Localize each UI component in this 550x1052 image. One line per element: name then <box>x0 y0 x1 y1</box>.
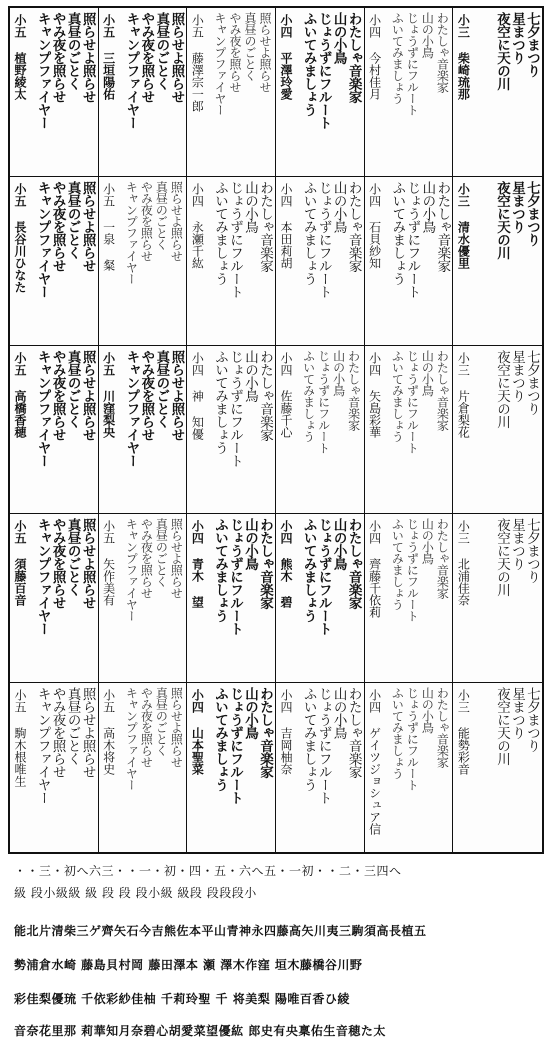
author-name: 小五 長谷川ひなた <box>13 182 27 293</box>
poem-line: 照らせよ照らせ <box>79 12 96 103</box>
poem-line: キャンプファイヤー <box>34 518 51 636</box>
poem-line: 真昼のごとく <box>64 180 81 259</box>
poem-line: 夜空に天の川 <box>493 180 510 259</box>
poem-line: 山の小鳥 <box>420 349 435 396</box>
author-name: 小三 柴崎琉那 <box>456 14 471 100</box>
poem-line: わたしゃ音楽家 <box>346 349 361 431</box>
calligraphy-cell <box>276 177 365 346</box>
poem-line: キャンプファイヤー <box>34 180 51 298</box>
author-name: 小五 藤澤宗一郎 <box>190 14 205 112</box>
calligraphy-cell <box>10 8 99 177</box>
poem-line: 七夕まつり <box>523 349 540 415</box>
poem-line: やみ夜を照らせ <box>49 349 66 441</box>
author-name: 小五 高木将史 <box>101 689 116 776</box>
calligraphy-cell <box>99 683 188 852</box>
author-name: 小四 永瀬千紘 <box>190 182 205 269</box>
poem-line: ふいてみましょう <box>300 518 317 623</box>
poem-line: 山の小鳥 <box>330 12 347 64</box>
poem-line: 夜空に天の川 <box>493 687 510 766</box>
poem-line: 星まつり <box>508 12 525 64</box>
poem-line: じょうずにフルート <box>404 180 421 298</box>
author-name: 小五 川窪梨央 <box>101 351 116 438</box>
poem-line: 照らせよ照らせ <box>79 349 96 441</box>
poem-line: わたしゃ音楽家 <box>256 349 273 441</box>
author-name: 小三 能勢彩音 <box>456 689 471 776</box>
calligraphy-cell <box>453 8 542 177</box>
poem-line: わたしゃ音楽家 <box>435 12 450 93</box>
poem-line: 真昼のごとく <box>64 687 81 766</box>
poem-line: 真昼のごとく <box>242 12 257 81</box>
author-name: 小四 今村佳月 <box>367 14 382 100</box>
poem-line: 山の小鳥 <box>241 687 258 740</box>
poem-line: やみ夜を照らせ <box>49 518 66 610</box>
poem-line: じょうずにフルート <box>405 518 420 622</box>
poem-line: やみ夜を照らせ <box>139 180 154 262</box>
poem-line: わたしゃ音楽家 <box>345 687 362 779</box>
poem-line: ふいてみましょう <box>390 687 405 780</box>
poem-line: 照らせよ照らせ <box>257 12 272 93</box>
poem-line: 山の小鳥 <box>241 180 258 233</box>
poem-line: 照らせよ照らせ <box>79 687 96 779</box>
calligraphy-cell <box>276 683 365 852</box>
poem-line: やみ夜を照らせ <box>138 12 155 103</box>
author-name: 小四 山本聖菜 <box>190 689 205 776</box>
poem-line: 七夕まつり <box>523 518 540 584</box>
poem-line: やみ夜を照らせ <box>227 12 242 93</box>
poem-line: 夜空に天の川 <box>493 349 510 428</box>
poem-line: キャンプファイヤー <box>212 12 227 116</box>
poem-line: ふいてみましょう <box>301 349 316 442</box>
poem-line: 山の小鳥 <box>420 687 435 734</box>
author-name: 小四 熊木 碧 <box>278 520 293 609</box>
awards-rank-row: ・・三・初へ六三・・一・初・四・五・六へ五・一初・・二・三四へ <box>14 864 402 878</box>
awards-given-name-row-2: 音奈花里那 莉華知月奈碧心胡愛菜望優紘 郎史有央稟佑生音穂た太 <box>14 1024 386 1038</box>
calligraphy-cell <box>10 346 99 515</box>
calligraphy-cell <box>187 346 276 515</box>
poem-line: 山の小鳥 <box>420 518 435 565</box>
poem-line: 山の小鳥 <box>330 687 347 740</box>
calligraphy-cell <box>453 683 542 852</box>
poem-line: ふいてみましょう <box>300 180 317 285</box>
poem-line: 照らせよ照らせ <box>79 518 96 610</box>
poem-line: じょうずにフルート <box>405 12 420 116</box>
calligraphy-cell <box>276 514 365 683</box>
poem-line: 照らせよ照らせ <box>169 180 184 262</box>
poem-line: 七夕まつり <box>523 180 540 246</box>
poem-line: 夜空に天の川 <box>493 518 510 597</box>
awards-given-name-row: 彩佳梨優琉 千依彩紗佳柚 千莉玲聖 千 将美梨 陽唯百香ひ綾 <box>14 992 350 1006</box>
author-name: 小五 一泉 粲 <box>101 182 116 271</box>
author-name: 小五 須藤百音 <box>13 520 27 607</box>
poem-line: 真昼のごとく <box>64 12 81 90</box>
poem-line: やみ夜を照らせ <box>139 687 154 768</box>
poem-line: わたしゃ音楽家 <box>345 180 362 272</box>
author-name: 小五 高橋香穂 <box>13 351 27 438</box>
poem-line: 真昼のごとく <box>154 518 169 588</box>
poem-line: ふいてみましょう <box>211 687 228 792</box>
poem-line: キャンプファイヤー <box>34 687 51 805</box>
poem-line: やみ夜を照らせ <box>139 518 154 599</box>
poem-line: ふいてみましょう <box>300 12 317 116</box>
poem-line: じょうずにフルート <box>315 518 332 636</box>
poem-line: やみ夜を照らせ <box>49 180 66 272</box>
calligraphy-cell <box>187 8 276 177</box>
poem-line: じょうずにフルート <box>315 180 332 298</box>
poem-line: 照らせよ照らせ <box>168 349 185 441</box>
calligraphy-cell <box>365 8 454 177</box>
poem-line: キャンプファイヤー <box>124 180 139 285</box>
author-name: 小四 吉岡柚奈 <box>278 689 293 776</box>
calligraphy-cell <box>10 177 99 346</box>
poem-line: ふいてみましょう <box>389 180 406 285</box>
poem-line: じょうずにフルート <box>405 687 420 791</box>
poem-line: やみ夜を照らせ <box>49 687 66 779</box>
poem-line: 山の小鳥 <box>331 349 346 396</box>
calligraphy-cell <box>365 514 454 683</box>
calligraphy-cell <box>453 177 542 346</box>
poem-line: 照らせよ照らせ <box>169 518 184 599</box>
poem-line: じょうずにフルート <box>405 349 420 454</box>
calligraphy-cell <box>99 346 188 515</box>
calligraphy-cell <box>365 346 454 515</box>
poem-line: ふいてみましょう <box>211 518 228 623</box>
poem-line: 真昼のごとく <box>153 12 170 90</box>
poem-line: わたしゃ音楽家 <box>345 12 362 103</box>
poem-line: じょうずにフルート <box>315 12 332 129</box>
author-name: 小三 清水優里 <box>456 182 471 269</box>
poem-line: 夜空に天の川 <box>493 12 510 90</box>
author-name: 小五 植野綾太 <box>13 14 27 100</box>
author-name: 小四 神 知優 <box>190 351 205 440</box>
calligraphy-cell <box>365 683 454 852</box>
poem-line: じょうずにフルート <box>315 687 332 805</box>
poem-line: 星まつり <box>508 180 525 233</box>
calligraphy-cell <box>99 8 188 177</box>
poem-line: 山の小鳥 <box>420 12 435 58</box>
calligraphy-cell <box>10 683 99 852</box>
calligraphy-cell <box>365 177 454 346</box>
poem-line: キャンプファイヤー <box>124 687 139 791</box>
poem-line: じょうずにフルート <box>226 687 243 805</box>
author-name: 小五 三垣陽佑 <box>101 14 116 100</box>
poem-line: わたしゃ音楽家 <box>256 687 273 779</box>
calligraphy-cell <box>187 683 276 852</box>
poem-line: ふいてみましょう <box>390 12 405 104</box>
poem-line: わたしゃ音楽家 <box>256 518 273 610</box>
calligraphy-grid <box>8 6 544 854</box>
poem-line: 七夕まつり <box>523 12 540 77</box>
poem-line: キャンプファイヤー <box>124 518 139 622</box>
poem-line: ふいてみましょう <box>211 349 228 454</box>
poem-line: 真昼のごとく <box>154 180 169 250</box>
awards-surname-row: 能北片清柴三ゲ齊矢石今吉熊佐本平山青神永四藤高矢川夷三駒須高長植五 <box>14 924 427 938</box>
poem-line: やみ夜を照らせ <box>49 12 66 103</box>
poem-line: わたしゃ音楽家 <box>435 518 450 599</box>
poem-line: 照らせよ照らせ <box>168 12 185 103</box>
poem-line: わたしゃ音楽家 <box>345 518 362 610</box>
poem-line: ふいてみましょう <box>211 180 228 285</box>
author-name: 小四 平澤玲愛 <box>278 14 293 100</box>
awards-surname-row-2: 勢浦倉水崎 藤島貝村岡 藤田澤本 瀬 澤木作窪 垣木藤橋谷川野 <box>14 958 363 972</box>
poem-line: わたしゃ音楽家 <box>435 349 450 431</box>
calligraphy-cell <box>10 514 99 683</box>
calligraphy-cell <box>453 514 542 683</box>
poem-line: わたしゃ音楽家 <box>256 180 273 272</box>
poem-line: 照らせよ照らせ <box>79 180 96 272</box>
poem-line: ふいてみましょう <box>390 518 405 611</box>
poem-line: 星まつり <box>508 518 525 571</box>
poem-line: 山の小鳥 <box>419 180 436 233</box>
author-name: 小四 矢島彩華 <box>367 351 382 438</box>
poem-line: わたしゃ音楽家 <box>434 180 451 272</box>
poem-line: じょうずにフルート <box>226 518 243 636</box>
author-name: 小四 齊藤千依莉 <box>367 520 382 619</box>
author-name: 小四 ゲイツジョシュア信 <box>367 689 382 836</box>
poem-line: 星まつり <box>508 687 525 740</box>
poem-line: 真昼のごとく <box>64 518 81 597</box>
poem-line: わたしゃ音楽家 <box>435 687 450 768</box>
author-name: 小四 佐藤千心 <box>278 351 293 438</box>
calligraphy-cell <box>99 177 188 346</box>
calligraphy-cell <box>187 514 276 683</box>
poem-line: 山の小鳥 <box>241 349 258 402</box>
author-name: 小三 片倉梨花 <box>456 351 471 438</box>
poem-line: やみ夜を照らせ <box>138 349 155 441</box>
author-name: 小四 本田莉胡 <box>278 182 293 269</box>
poem-line: 星まつり <box>508 349 525 402</box>
poem-line: キャンプファイヤー <box>34 12 51 129</box>
awards-list <box>14 860 540 1046</box>
poem-line: 山の小鳥 <box>330 518 347 571</box>
author-name: 小四 青木 望 <box>190 520 205 609</box>
poem-line: キャンプファイヤー <box>34 349 51 467</box>
poem-line: じょうずにフルート <box>316 349 331 454</box>
poem-line: 真昼のごとく <box>64 349 81 428</box>
author-name: 小三 北浦佳奈 <box>456 520 471 607</box>
calligraphy-cell <box>276 346 365 515</box>
poem-line: 真昼のごとく <box>154 687 169 757</box>
poem-line: ふいてみましょう <box>390 349 405 442</box>
poem-line: じょうずにフルート <box>226 180 243 298</box>
awards-grade-row: 級 段小級級 級 段 段 段小級 級段 段段段小 <box>14 886 257 900</box>
poem-line: 真昼のごとく <box>153 349 170 428</box>
poem-line: 山の小鳥 <box>330 180 347 233</box>
calligraphy-cell <box>453 346 542 515</box>
author-name: 小四 石貝紗知 <box>367 182 382 269</box>
poem-line: ふいてみましょう <box>300 687 317 792</box>
calligraphy-cell <box>99 514 188 683</box>
poem-line: じょうずにフルート <box>226 349 243 467</box>
author-name: 小五 駒木根唯生 <box>13 689 27 788</box>
calligraphy-cell <box>276 8 365 177</box>
calligraphy-cell <box>187 177 276 346</box>
poem-line: 照らせよ照らせ <box>169 687 184 768</box>
poem-line: 山の小鳥 <box>241 518 258 571</box>
poem-line: 七夕まつり <box>523 687 540 753</box>
author-name: 小五 矢作美有 <box>101 520 116 607</box>
poem-line: キャンプファイヤー <box>123 12 140 129</box>
poem-line: キャンプファイヤー <box>123 349 140 467</box>
